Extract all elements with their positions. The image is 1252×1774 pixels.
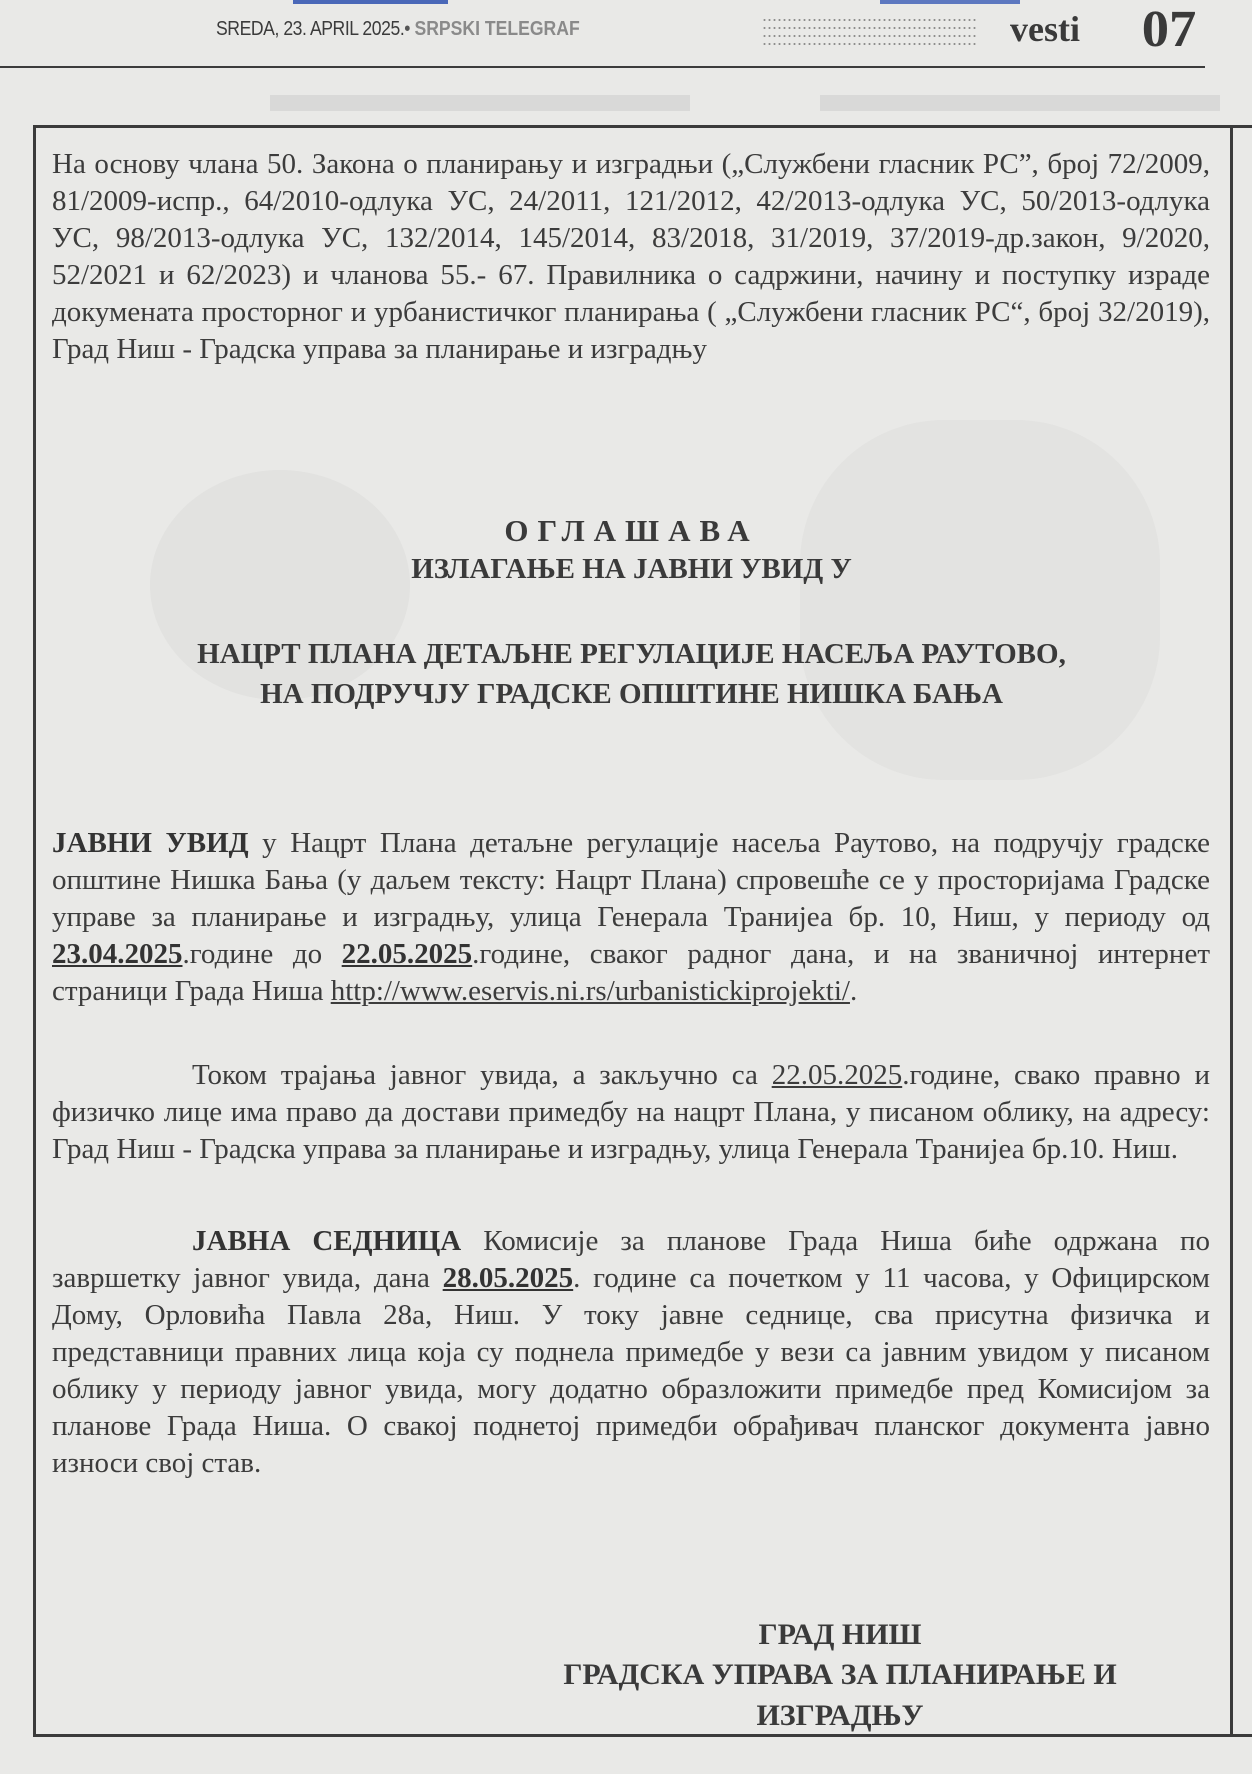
heading-public-exposure: ИЗЛАГАЊЕ НА ЈАВНИ УВИД У	[411, 553, 852, 585]
website-link[interactable]: http://www.eservis.ni.rs/urbanistickiprojekti/	[330, 975, 850, 1007]
decorative-dot-pattern	[762, 16, 977, 46]
notice-border	[1230, 125, 1233, 1737]
review-start-date: 23.04.2025	[52, 938, 183, 970]
newspaper-header	[0, 0, 1252, 66]
section-name: vesti	[1010, 9, 1080, 49]
publication-name: SRPSKI TELEGRAF	[414, 18, 580, 40]
heading-plan-title-line2: НА ПОДРУЧЈУ ГРАДСКЕ ОПШТИНЕ НИШКА БАЊА	[260, 678, 1003, 710]
legal-basis-paragraph: На основу члана 50. Закона о планирању и изградњи („Службени гласник РС”, број 72/2009, 81/2009-испр., 64/2010-одлука УС, 24/2011, 121/2012, 42/2013-одлука УС, 50/2013-одлука УС, 98/2013-одлука УС, 132/2014, 145/2014, 83/2018, 31/2019, 37/2019-др.закон, 9/2020, 52/2021 и 62/2023) и чланова 55.- 67. Правилника о садржини, начину и поступку израде докумената просторног и урбанистичког планирања ( „Службени гласник РС“, број 32/2019), Град Ниш - Градска управа за планирање и изградњу	[52, 148, 1210, 365]
page-number: 07	[1141, 1, 1197, 58]
public-session-text: Комисије за планове Града Ниша биће одржана по завршетку јавног увида, дана	[52, 1225, 1210, 1294]
objections-text: Током трајања јавног увида, а закључно са	[192, 1059, 772, 1091]
public-review-label: ЈАВНИ УВИД	[52, 827, 249, 859]
signature-department-line1: ГРАДСКА УПРАВА ЗА ПЛАНИРАЊЕ И	[563, 1658, 1117, 1691]
public-review-paragraph	[52, 825, 1210, 1010]
heading-announces: ОГЛАШАВА	[504, 513, 759, 548]
public-session-label: ЈАВНА СЕДНИЦА	[192, 1225, 462, 1257]
review-end-date: 22.05.2025	[341, 938, 473, 970]
public-review-text: .године до	[182, 938, 342, 970]
bullet-separator: •	[404, 18, 411, 40]
objections-deadline-date: 22.05.2025	[771, 1059, 903, 1091]
signature-department-line2: ИЗГРАДЊУ	[756, 1699, 924, 1732]
header-dateline	[216, 18, 580, 41]
issue-date: SREDA, 23. APRIL 2025.	[216, 18, 405, 40]
background-bleed	[270, 95, 690, 111]
background-bleed	[820, 95, 1220, 111]
public-review-text: .године, сваког радног дана, и на званичној интернет страници Града Ниша	[52, 938, 1210, 1007]
public-review-text: .	[849, 975, 858, 1007]
heading-plan-title-line1: НАЦРТ ПЛАНА ДЕТАЉНЕ РЕГУЛАЦИЈЕ НАСЕЉА РАУТОВО,	[197, 638, 1066, 670]
header-divider	[0, 66, 1205, 68]
header-color-strip	[880, 0, 1020, 4]
public-session-text: . године са почетком у 11 часова, у Официрском Дому, Орловића Павла 28а, Ниш. У току јавне седнице, сва присутна физичка и представници правних лица која су поднела примедбе у вези са јавним увидом у писаном облику у периоду јавног увида, могу додатно образложити примедбе пред Комисијом за планове Града Ниша. О свакој поднетој примедби обрађивач планског документа јавно износи свој став.	[52, 1262, 1210, 1479]
public-session-paragraph	[52, 1223, 1210, 1482]
header-color-strip	[293, 0, 448, 4]
session-date: 28.05.2025	[442, 1262, 574, 1294]
public-review-text: у Нацрт Плана детаљне регулације насеља Раутово, на подручју градске општине Нишка Бања (у даљем тексту: Нацрт Плана) спровешће се у просторијама Градске управе за планирање и изградњу, улица Генерала Транијеа бр. 10, Ниш, у периоду од	[52, 827, 1210, 933]
objections-paragraph	[52, 1057, 1210, 1168]
objections-text: .године, свако правно и физичко лице има право да достави примедбу на нацрт Плана, у писаном облику, на адресу: Град Ниш - Градска управа за планирање и изградњу, улица Генерала Транијеа бр.10. Ниш.	[52, 1059, 1210, 1165]
signature-city: ГРАД НИШ	[758, 1618, 922, 1651]
